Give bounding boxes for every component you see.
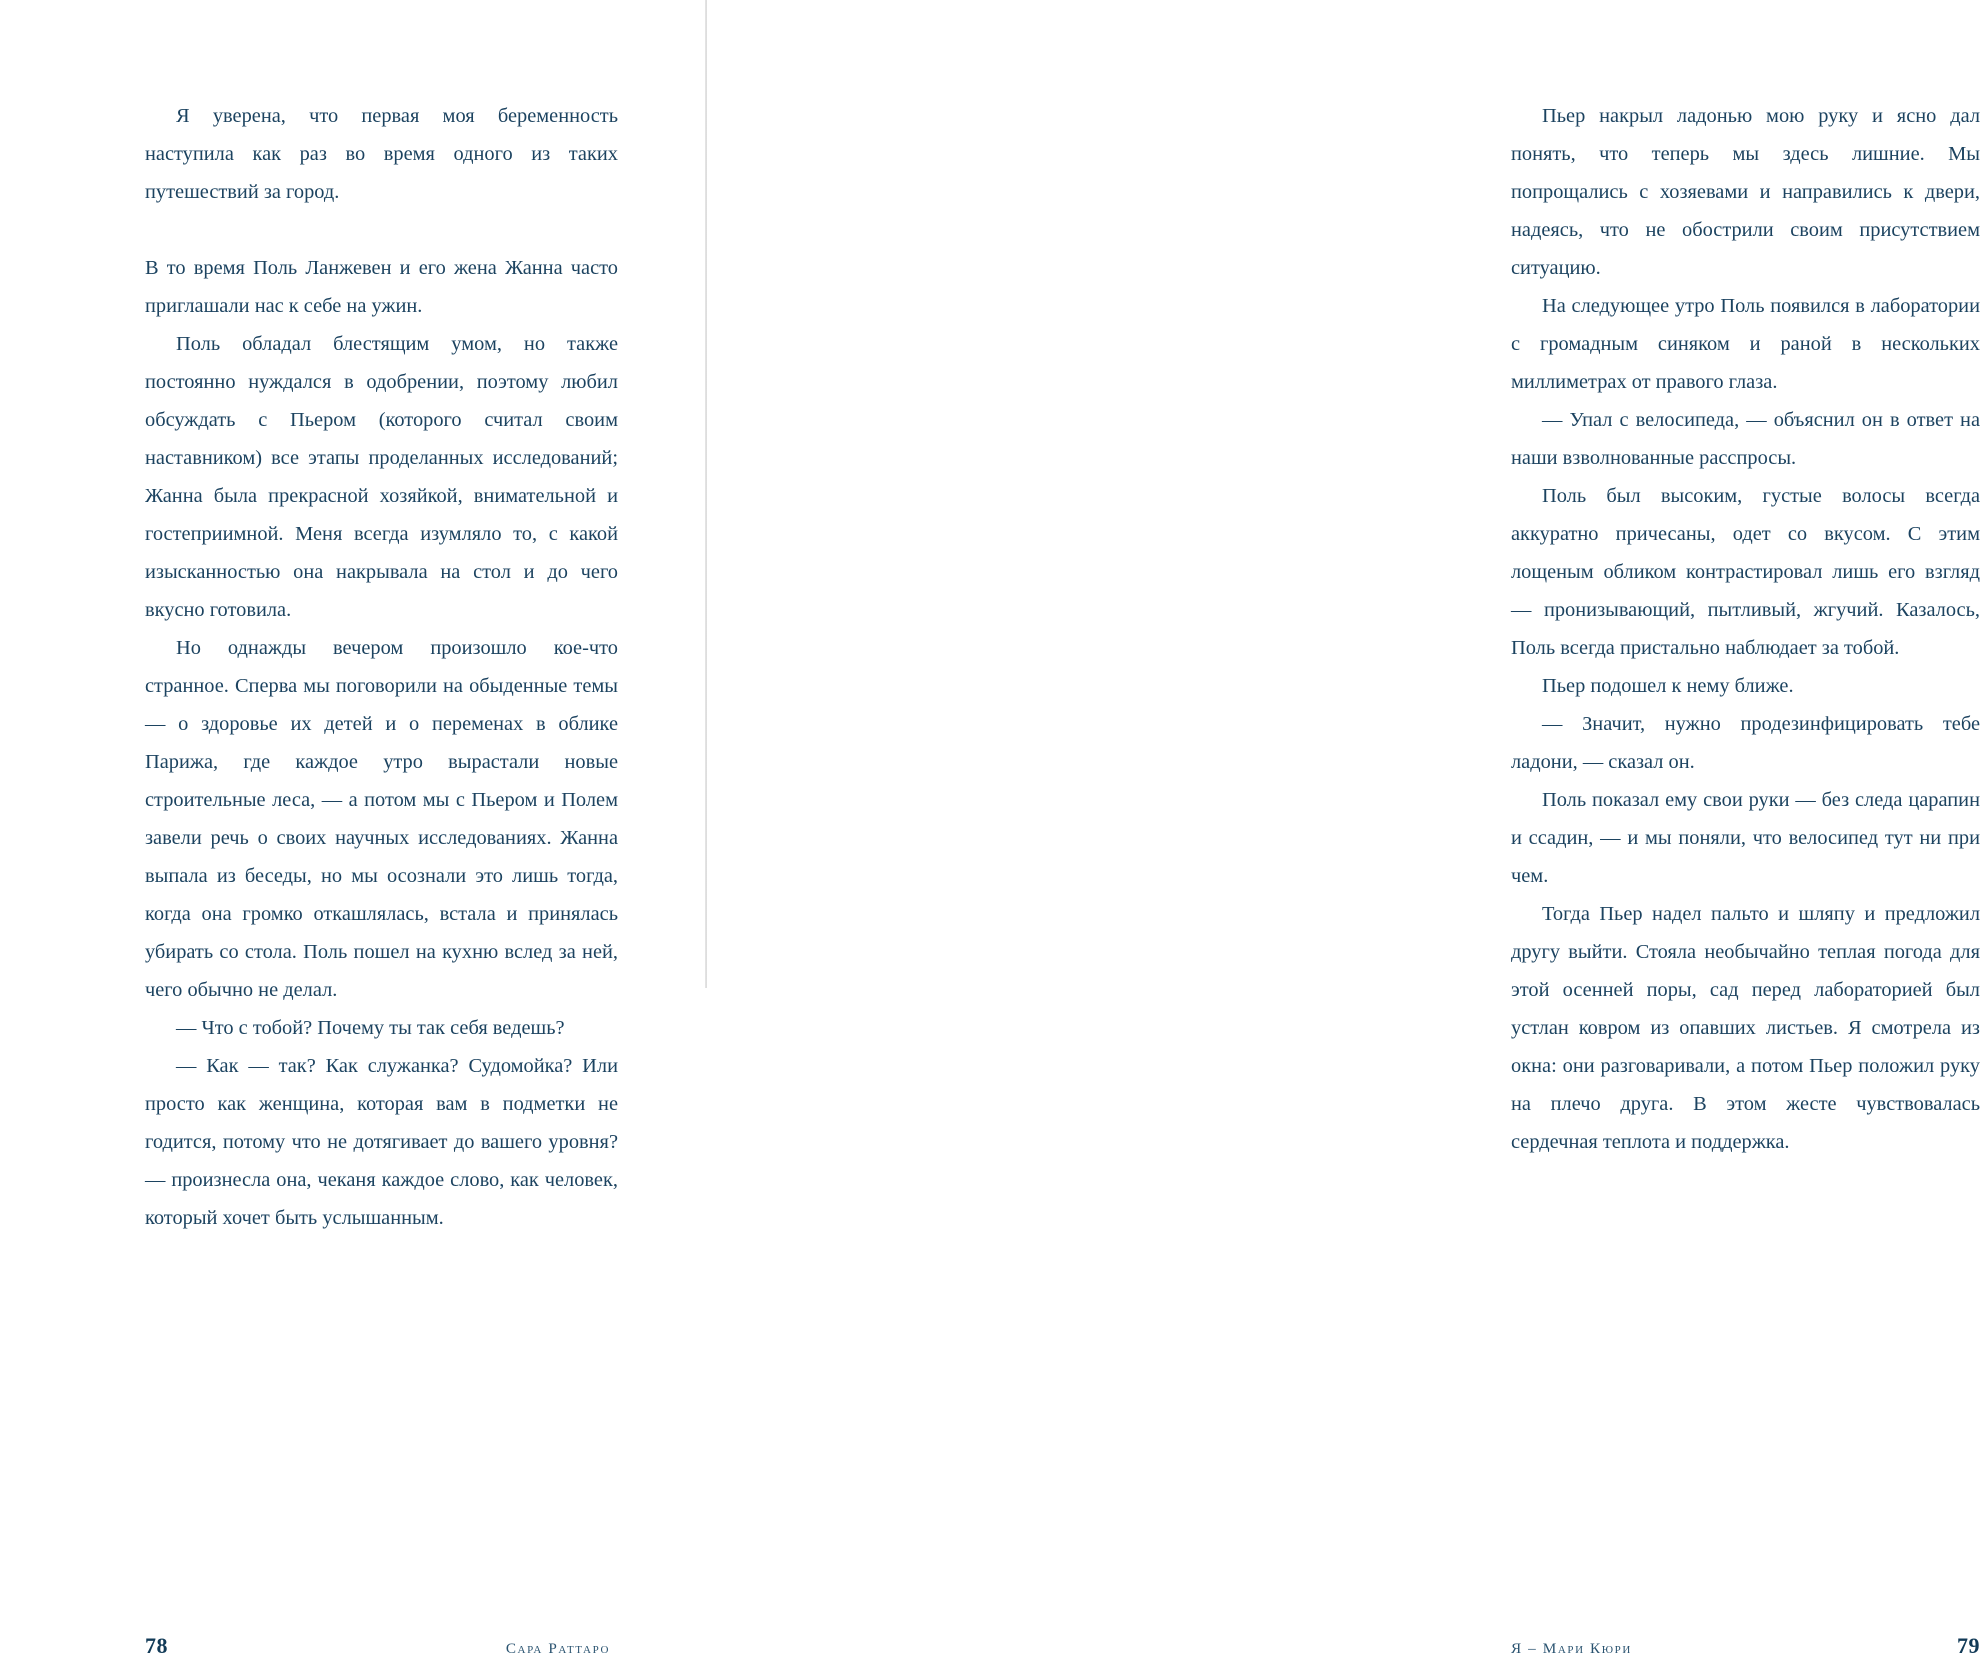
- left-page: [0, 0, 706, 1658]
- paragraph: — Что с тобой? Почему ты так себя ведешь?: [176, 1017, 565, 1039]
- paragraph: На следующее утро Поль появился в лаборатории с громадным синяком и раной в нескольких миллиметрах от правого глаза.: [1511, 295, 1980, 393]
- paragraph: Пьер накрыл ладонью мою руку и ясно дал понять, что теперь мы здесь лишние. Мы попрощались с хозяевами и направились к двери, надеясь, что не обострили своим присутствием ситуацию.: [1511, 105, 1980, 279]
- running-head-author: Сара Раттаро: [505, 1640, 610, 1657]
- right-page-textblock: [1511, 97, 1980, 1161]
- paragraph: Поль обладал блестящим умом, но также постоянно нуждался в одобрении, поэтому любил обсуждать с Пьером (которого считал своим наставником) все этапы проделанных исследований; Жанна была прекрасной хозяйкой, внимательной и гостеприимной. Меня всегда изумляло то, с какой изысканностью она накрывала на стол и до чего вкусно готовила.: [145, 333, 618, 621]
- book-gutter: [705, 0, 707, 988]
- running-head-title: Я – Мари Кюри: [1511, 1640, 1632, 1657]
- paragraph: Я уверена, что первая моя беременность наступила как раз во время одного из таких путешествий за город.: [145, 105, 618, 203]
- paragraph: — Значит, нужно продезинфицировать тебе ладони, — сказал он.: [1511, 713, 1980, 773]
- paragraph: В то время Поль Ланжевен и его жена Жанна часто приглашали нас к себе на ужин.: [145, 257, 618, 317]
- paragraph: Но однажды вечером произошло кое-что странное. Сперва мы поговорили на обыденные темы — о здоровье их детей и о переменах в облике Парижа, где каждое утро вырастали новые строительные леса, — а потом мы с Пьером и Полем завели речь о своих научных исследованиях. Жанна выпала из беседы, но мы осознали это лишь тогда, когда она громко откашлялась, встала и принялась убирать со стола. Поль пошел на кухню вслед за ней, чего обычно не делал.: [145, 637, 618, 1001]
- paragraph: Пьер подошел к нему ближе.: [1542, 675, 1794, 697]
- paragraph: — Как — так? Как служанка? Судомойка? Или просто как женщина, которая вам в подметки не годится, потому что не дотягивает до вашего уровня? — произнесла она, чеканя каждое слово, как человек, который хочет быть услышанным.: [145, 1055, 618, 1229]
- paragraph: — Упал с велосипеда, — объяснил он в ответ на наши взволнованные расспросы.: [1511, 409, 1980, 469]
- paragraph: Поль был высоким, густые волосы всегда аккуратно причесаны, одет со вкусом. С этим лощеным обликом контрастировал лишь его взгляд — пронизывающий, пытливый, жгучий. Казалось, Поль всегда пристально наблюдает за тобой.: [1511, 485, 1980, 659]
- left-page-textblock: [145, 97, 618, 1237]
- page-number: 78: [145, 1633, 168, 1658]
- right-page: [706, 0, 1980, 1658]
- page-number: 79: [1957, 1633, 1980, 1658]
- paragraph: Тогда Пьер надел пальто и шляпу и предложил другу выйти. Стояла необычайно теплая погода для этой осенней поры, сад перед лабораторией был устлан ковром из опавших листьев. Я смотрела из окна: они разговаривали, а потом Пьер положил руку на плечо друга. В этом жесте чувствовалась сердечная теплота и поддержка.: [1511, 903, 1980, 1153]
- paragraph: Поль показал ему свои руки — без следа царапин и ссадин, — и мы поняли, что велосипед тут ни при чем.: [1511, 789, 1980, 887]
